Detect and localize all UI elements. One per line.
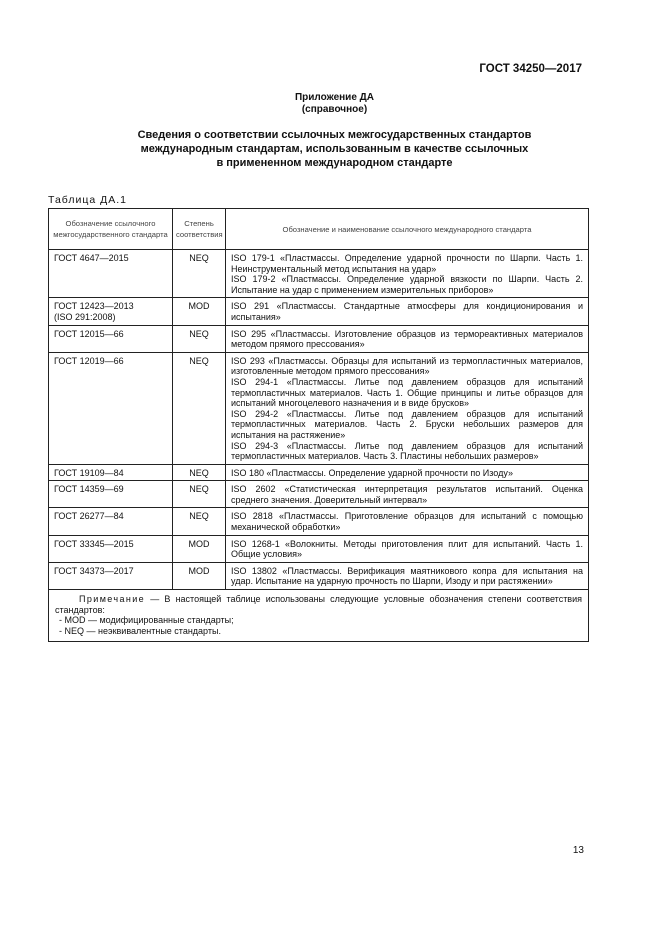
gost-cell: ГОСТ 33345—2015 (49, 535, 173, 562)
iso-cell (226, 481, 589, 508)
gost-cell: ГОСТ 19109—84 (49, 464, 173, 481)
note-body: — В настоящей таблице использованы следующие условные обозначения степени соответствия стандартов: (55, 594, 582, 615)
iso-cell (226, 250, 589, 298)
iso-entry: ISO 294-3 «Пластмассы. Литье под давлением образцов для испытаний термопластичных материалов. Часть 3. Пластины небольших размеров» (231, 440, 583, 462)
iso-entry: ISO 13802 «Пластмассы. Верификация маятникового копра для испытания на удар. Испытание на ударную прочность по Шарпи, Изоду и при растяжении» (231, 565, 583, 587)
page-number: 13 (572, 845, 584, 856)
gost-cell: ГОСТ 26277—84 (49, 508, 173, 535)
table-row (49, 562, 589, 589)
table-header-row (49, 209, 589, 250)
column-header-degree: Степень соответствия (173, 209, 226, 250)
iso-entry: ISO 2602 «Статистическая интерпретация результатов испытаний. Оценка среднего значения. Доверительный интервал» (231, 484, 583, 505)
iso-entry: ISO 291 «Пластмассы. Стандартные атмосферы для кондиционирования и испытания» (231, 301, 583, 322)
table-row (49, 535, 589, 562)
iso-cell (226, 325, 589, 352)
iso-entry: ISO 180 «Пластмассы. Определение ударной прочности по Изоду» (231, 467, 513, 478)
table-label: Таблица ДА.1 (48, 194, 127, 206)
degree-cell: MOD (173, 562, 226, 589)
gost-cell: ГОСТ 34373—2017 (49, 562, 173, 589)
iso-entry: ISO 179-2 «Пластмассы. Определение ударной вязкости по Шарпи. Часть 2. Испытание на удар с применением измерительных приборов» (231, 274, 583, 295)
section-title (0, 128, 661, 170)
iso-cell (226, 352, 589, 464)
section-title-line: международным стандартам, использованным в качестве ссылочных (140, 143, 529, 155)
gost-designation: ГОСТ 12423—2013 (54, 301, 134, 312)
degree-cell: NEQ (173, 464, 226, 481)
section-title-line: в примененном международном стандарте (216, 157, 453, 169)
iso-entry: ISO 1268-1 «Волокниты. Методы приготовления плит для испытаний. Часть 1. Общие условия» (231, 538, 583, 560)
table-row (49, 298, 589, 325)
annex-title: Приложение ДА (294, 92, 375, 103)
annex-heading (0, 92, 661, 116)
gost-cell: ГОСТ 14359—69 (49, 481, 173, 508)
iso-entry: ISO 2818 «Пластмассы. Приготовление образцов для испытаний с помощью механической обработки» (231, 511, 583, 533)
iso-entry: ISO 179-1 «Пластмассы. Определение ударной прочности по Шарпи. Часть 1. Неинструментальный метод испытания на удар» (231, 253, 583, 274)
note-head: Примечание (79, 594, 146, 605)
iso-cell (226, 562, 589, 589)
degree-cell: MOD (173, 535, 226, 562)
iso-entry: ISO 293 «Пластмассы. Образцы для испытаний из термопластичных материалов, изготовленные методом прямого прессования» (231, 355, 583, 377)
correspondence-table (48, 208, 589, 642)
degree-cell: NEQ (173, 508, 226, 535)
degree-cell: NEQ (173, 250, 226, 298)
column-header-gost: Обозначение ссылочного межгосударственного стандарта (49, 209, 173, 250)
degree-cell: NEQ (173, 352, 226, 464)
table-note (49, 590, 589, 642)
note-item: - NEQ — неэквивалентные стандарты. (59, 625, 221, 636)
iso-entry: ISO 295 «Пластмассы. Изготовление образцов из термореактивных материалов методом прямого прессования» (231, 328, 583, 350)
gost-cell (49, 298, 173, 325)
annex-subtitle: (справочное) (301, 104, 368, 115)
section-title-line: Сведения о соответствии ссылочных межгосударственных стандартов (137, 129, 532, 141)
column-header-iso: Обозначение и наименование ссылочного международного стандарта (226, 209, 589, 250)
table-row (49, 352, 589, 464)
table-row (49, 481, 589, 508)
table-row (49, 464, 589, 481)
note-item: - MOD — модифицированные стандарты; (59, 615, 234, 626)
iso-cell (226, 508, 589, 535)
table-row (49, 508, 589, 535)
standard-number: ГОСТ 34250—2017 (479, 63, 582, 75)
table-row (49, 325, 589, 352)
table-note-row (49, 590, 589, 642)
iso-entry: ISO 294-2 «Пластмассы. Литье под давлением образцов для испытаний термопластичных материалов. Часть 2. Бруски небольших размеров для испытания на растяжение» (231, 408, 583, 440)
degree-cell: NEQ (173, 325, 226, 352)
table-row (49, 250, 589, 298)
degree-cell: MOD (173, 298, 226, 325)
iso-cell (226, 464, 589, 481)
gost-designation-sub: (ISO 291:2008) (54, 311, 116, 322)
iso-cell (226, 535, 589, 562)
iso-entry: ISO 294-1 «Пластмассы. Литье под давлением образцов для испытаний термопластичных материалов. Часть 1. Общие принципы и литье образцов для испытаний многоцелевого назначения и в виде брусков» (231, 376, 583, 409)
gost-cell: ГОСТ 12019—66 (49, 352, 173, 464)
degree-cell: NEQ (173, 481, 226, 508)
iso-cell (226, 298, 589, 325)
note-text (55, 594, 582, 615)
gost-cell: ГОСТ 12015—66 (49, 325, 173, 352)
gost-cell: ГОСТ 4647—2015 (49, 250, 173, 298)
